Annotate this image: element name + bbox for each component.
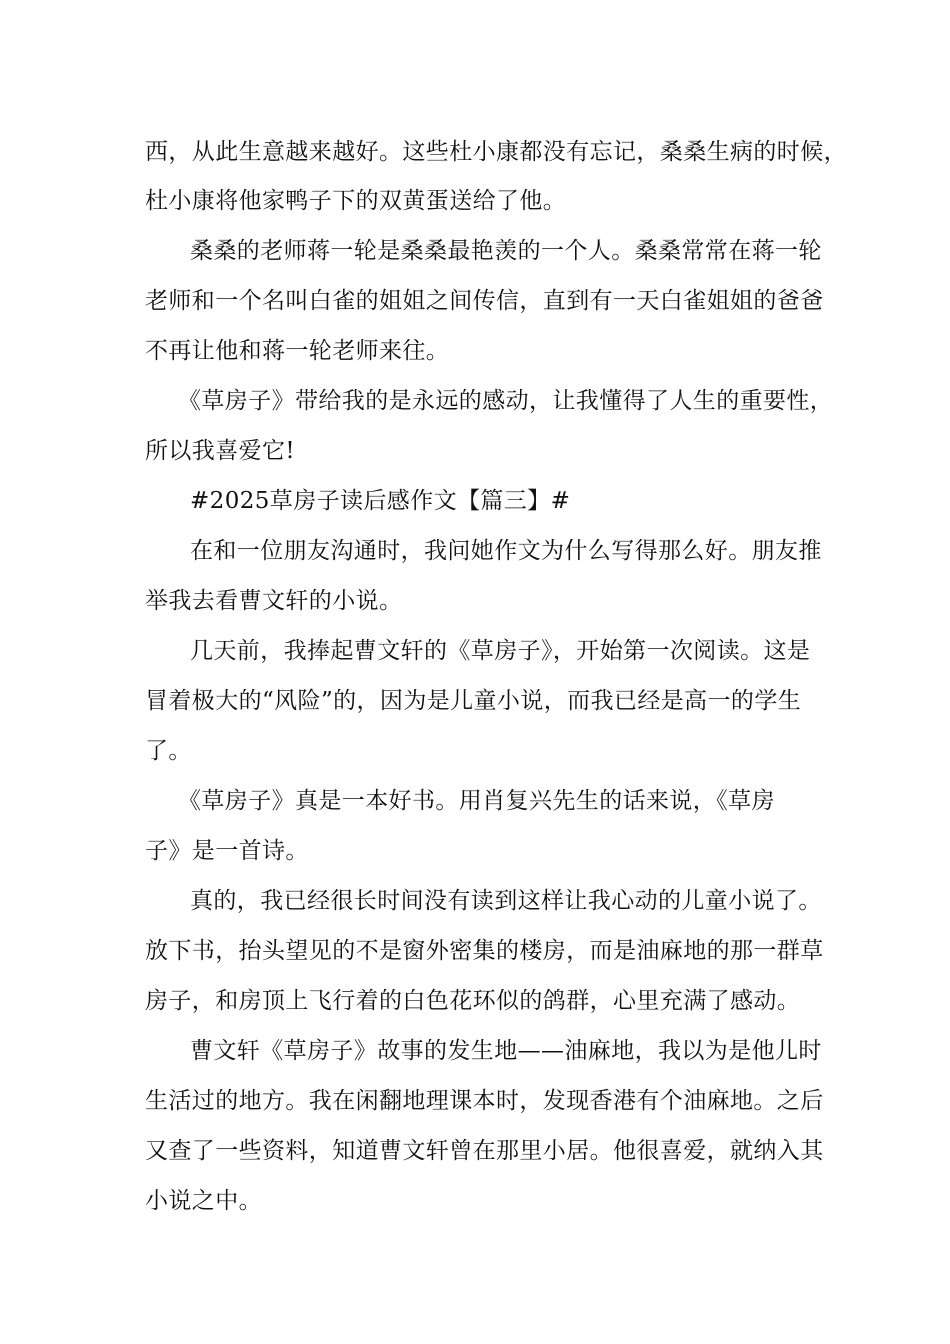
text-line: 又查了一些资料，知道曹文轩曾在那里小居。他很喜爱，就纳入其 [145,1138,824,1164]
text-line: 房子，和房顶上飞行着的白色花环似的鸽群，心里充满了感动。 [145,988,801,1014]
text-line: 《草房子》带给我的是永远的感动，让我懂得了人生的重要性， [178,388,834,414]
text-line: 真的，我已经很长时间没有读到这样让我心动的儿童小说了。 [190,888,822,914]
text-line: 曹文轩《草房子》故事的发生地——油麻地，我以为是他儿时 [190,1038,822,1064]
text-line: 老师和一个名叫白雀的姐姐之间传信，直到有一天白雀姐姐的爸爸 [145,288,824,314]
text-line: 子》是一首诗。 [145,838,309,864]
text-line: 举我去看曹文轩的小说。 [145,588,403,614]
text-line: 生活过的地方。我在闲翻地理课本时，发现香港有个油麻地。之后 [145,1088,824,1114]
section-heading: #2025草房子读后感作文【篇三】# [190,488,571,514]
text-line: 西，从此生意越来越好。这些杜小康都没有忘记，桑桑生病的时候， [145,139,847,165]
text-line: 冒着极大的“风险”的，因为是儿童小说，而我已经是高一的学生 [145,688,802,714]
text-line: 几天前，我捧起曹文轩的《草房子》，开始第一次阅读。这是 [190,638,811,664]
text-line: 了。 [145,738,192,764]
text-line: 在和一位朋友沟通时，我问她作文为什么写得那么好。朋友推 [190,538,822,564]
text-line: 所以我喜爱它! [145,438,296,464]
text-line: 放下书，抬头望见的不是窗外密集的楼房，而是油麻地的那一群草 [145,938,824,964]
text-line: 《草房子》真是一本好书。用肖复兴先生的话来说，《草房 [178,788,775,814]
text-line: 杜小康将他家鸭子下的双黄蛋送给了他。 [145,188,567,214]
text-line: 不再让他和蒋一轮老师来往。 [145,338,450,364]
text-line: 小说之中。 [145,1188,262,1214]
text-line: 桑桑的老师蒋一轮是桑桑最艳羡的一个人。桑桑常常在蒋一轮 [190,238,822,264]
